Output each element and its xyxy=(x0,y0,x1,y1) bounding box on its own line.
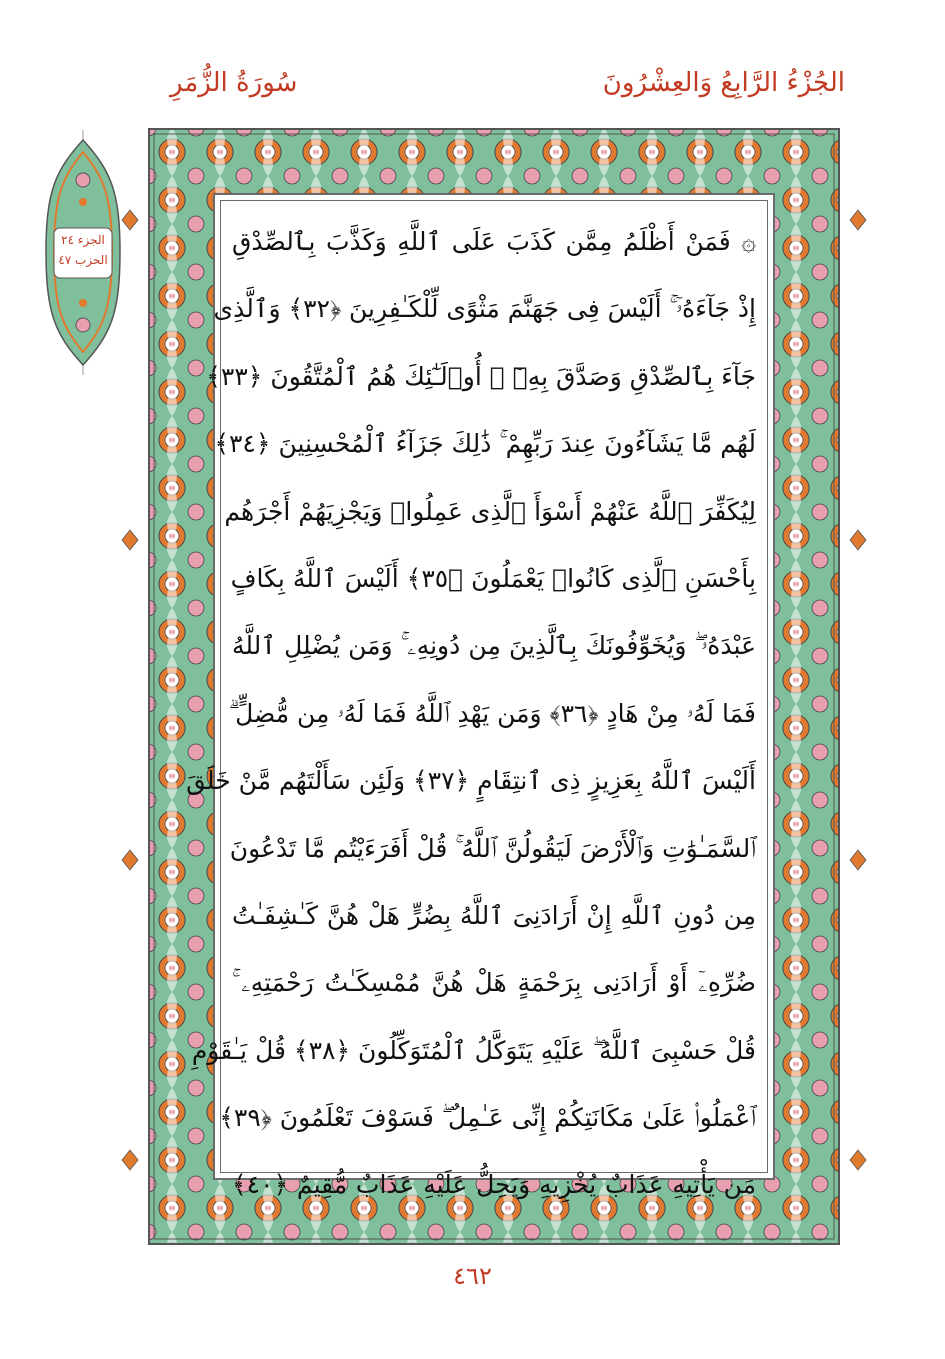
text-line: ٱلسَّمَـٰوَٰتِ وَٱلْأَرْضَ لَيَقُولُنَّ ٱللَّهُ ۚ قُلْ أَفَرَءَيْتُم مَّا تَدْعُونَ xyxy=(229,833,756,863)
text-line: أَلَيْسَ ٱللَّهُ بِعَزِيزٍ ذِى ٱنتِقَامٍ ﴿٣٧﴾ وَلَئِن سَأَلْتَهُم مَّنْ خَلَقَ xyxy=(186,766,756,796)
text-line: لِيُكَفِّرَ ٱللَّهُ عَنْهُمْ أَسْوَأَ ٱلَّذِى عَمِلُوا۟ وَيَجْزِيَهُمْ أَجْرَهُم xyxy=(224,496,756,526)
text-line: بِأَحْسَنِ ٱلَّذِى كَانُوا۟ يَعْمَلُونَ ﴿٣٥﴾ أَلَيْسَ ٱللَّهُ بِكَافٍ xyxy=(230,563,756,593)
text-line: ۞ فَمَنْ أَظْلَمُ مِمَّن كَذَبَ عَلَى ٱللَّهِ وَكَذَّبَ بِٱلصِّدْقِ xyxy=(232,227,756,256)
surah-header: سُورَةُ الزُّمَرِ xyxy=(170,68,298,98)
side-juz-label: الجزء ٢٤ xyxy=(61,233,105,247)
text-line: لَهُم مَّا يَشَآءُونَ عِندَ رَبِّهِمْ ۚ ذَٰلِكَ جَزَآءُ ٱلْمُحْسِنِينَ ﴿٣٤﴾ xyxy=(214,429,756,459)
quran-text xyxy=(186,208,756,1219)
right-margin-markers xyxy=(846,200,870,1180)
page-number: ٤٦٢ xyxy=(453,1262,492,1290)
text-line: مِن دُونِ ٱللَّهِ إِنْ أَرَادَنِىَ ٱللَّهُ بِضُرٍّ هَلْ هُنَّ كَـٰشِفَـٰتُ xyxy=(232,900,756,930)
text-line: عَبْدَهُۥ ۖ وَيُخَوِّفُونَكَ بِٱلَّذِينَ مِن دُونِهِۦ ۚ وَمَن يُضْلِلِ ٱللَّهُ xyxy=(232,631,756,661)
text-line: إِذْ جَآءَهُۥٓ ۚ أَلَيْسَ فِى جَهَنَّمَ مَثْوًى لِّلْكَـٰفِرِينَ ﴿٣٢﴾ وَٱلَّذِى xyxy=(213,294,756,324)
text-line: مَن يَأْتِيهِ عَذَابٌ يُخْزِيهِ وَيَحِلُّ عَلَيْهِ عَذَابٌ مُّقِيمٌ ﴿٤٠﴾ xyxy=(232,1170,756,1200)
side-hizb-label: الحزب ٤٧ xyxy=(58,253,108,267)
text-line: قُلْ حَسْبِىَ ٱللَّهُ ۖ عَلَيْهِ يَتَوَكَّلُ ٱلْمُتَوَكِّلُونَ ﴿٣٨﴾ قُلْ يَـٰقَوْمِ xyxy=(191,1035,756,1065)
left-margin-markers xyxy=(118,200,142,1180)
text-line: جَآءَ بِٱلصِّدْقِ وَصَدَّقَ بِهِۦٓ ۙ أُو۟لَـٰٓئِكَ هُمُ ٱلْمُتَّقُونَ ﴿٣٣﴾ xyxy=(206,361,756,391)
juz-header: الجُزْءُ الرَّابِعُ وَالعِشْرُونَ xyxy=(602,68,845,98)
text-line: ٱعْمَلُوا۟ عَلَىٰ مَكَانَتِكُمْ إِنِّى عَـٰمِلٌ ۖ فَسَوْفَ تَعْلَمُونَ ﴿٣٩﴾ xyxy=(219,1103,756,1133)
text-line: فَمَا لَهُۥ مِنْ هَادٍ ﴿٣٦﴾ وَمَن يَهْدِ ٱللَّهُ فَمَا لَهُۥ مِن مُّضِلٍّ ۗ xyxy=(228,698,756,728)
text-line: ضُرِّهِۦٓ أَوْ أَرَادَنِى بِرَحْمَةٍ هَلْ هُنَّ مُمْسِكَـٰتُ رَحْمَتِهِۦ ۚ xyxy=(232,968,756,998)
